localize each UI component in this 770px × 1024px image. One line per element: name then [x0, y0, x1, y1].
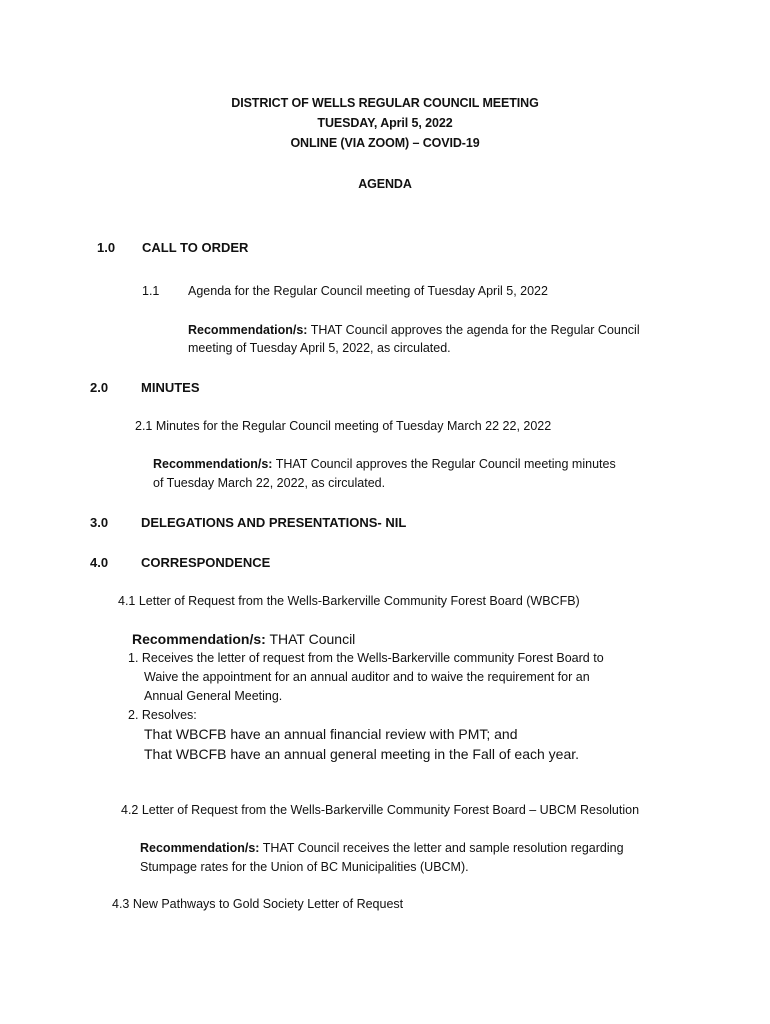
meeting-location: ONLINE (VIA ZOOM) – COVID-19 — [290, 136, 480, 150]
meeting-date: TUESDAY, April 5, 2022 — [317, 116, 453, 130]
recommendation-1-1-cont: meeting of Tuesday April 5, 2022, as circulated. — [188, 341, 451, 355]
item-1-1-number: 1.1 — [142, 284, 160, 298]
recommendation-label: Recommendation/s: — [132, 631, 266, 647]
recommendation-2-1 — [153, 457, 616, 471]
list-item-1: 1. Receives the letter of request from the Wells-Barkerville community Forest Board to — [128, 651, 604, 665]
recommendation-4-1 — [132, 631, 355, 647]
item-2-1-text: 2.1 Minutes for the Regular Council meeting of Tuesday March 22 22, 2022 — [135, 419, 552, 433]
section-2-number: 2.0 — [90, 380, 109, 395]
recommendation-label: Recommendation/s: — [153, 457, 273, 471]
recommendation-text: THAT Council — [265, 631, 356, 647]
recommendation-4-2 — [140, 841, 624, 855]
meeting-title: DISTRICT OF WELLS REGULAR COUNCIL MEETING — [231, 96, 539, 110]
item-4-1-text: 4.1 Letter of Request from the Wells-Barkerville Community Forest Board (WBCFB) — [118, 594, 580, 608]
item-4-2-text: 4.2 Letter of Request from the Wells-Barkerville Community Forest Board – UBCM Resolution — [121, 803, 640, 817]
recommendation-1-1 — [188, 323, 640, 337]
item-1-1-text: Agenda for the Regular Council meeting of Tuesday April 5, 2022 — [188, 284, 548, 298]
list-item-1-cont-b: Annual General Meeting. — [144, 689, 283, 703]
recommendation-2-1-cont: of Tuesday March 22, 2022, as circulated. — [153, 476, 386, 490]
recommendation-4-2-cont: Stumpage rates for the Union of BC Municipalities (UBCM). — [140, 860, 469, 874]
resolve-line-b: That WBCFB have an annual general meeting in the Fall of each year. — [144, 746, 580, 762]
section-4-number: 4.0 — [90, 555, 109, 570]
recommendation-text: THAT Council approves the Regular Council meeting minutes — [272, 457, 616, 471]
resolve-line-a: That WBCFB have an annual financial review with PMT; and — [144, 726, 518, 742]
recommendation-label: Recommendation/s: — [188, 323, 308, 337]
list-item-2: 2. Resolves: — [128, 708, 197, 722]
section-1-number: 1.0 — [97, 240, 116, 255]
recommendation-text: THAT Council receives the letter and sample resolution regarding — [259, 841, 624, 855]
section-3-title: DELEGATIONS AND PRESENTATIONS- NIL — [141, 515, 407, 530]
section-3-number: 3.0 — [90, 515, 109, 530]
list-item-1-cont-a: Waive the appointment for an annual auditor and to waive the requirement for an — [144, 670, 590, 684]
item-4-3-text: 4.3 New Pathways to Gold Society Letter of Request — [112, 897, 404, 911]
recommendation-label: Recommendation/s: — [140, 841, 260, 855]
section-1-title: CALL TO ORDER — [142, 240, 249, 255]
agenda-heading: AGENDA — [358, 177, 412, 191]
recommendation-text: THAT Council approves the agenda for the Regular Council — [307, 323, 640, 337]
section-2-title: MINUTES — [141, 380, 200, 395]
section-4-title: CORRESPONDENCE — [141, 555, 271, 570]
